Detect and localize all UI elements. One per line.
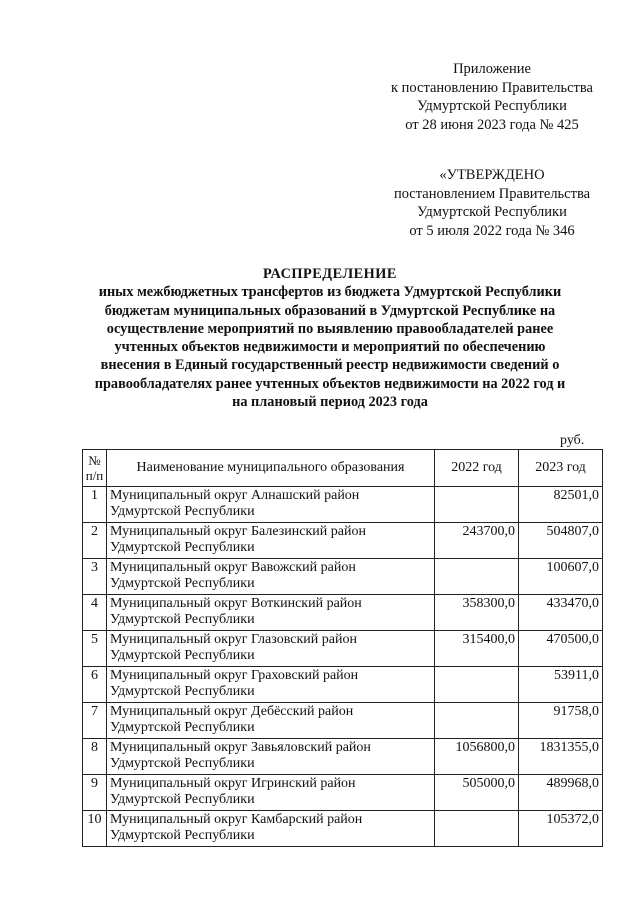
row-2023: 489968,0 <box>519 775 603 811</box>
row-name-line2: Удмуртской Республики <box>110 828 255 843</box>
header-2023: 2023 год <box>519 450 603 487</box>
row-name-line2: Удмуртской Республики <box>110 756 255 771</box>
row-2023: 100607,0 <box>519 559 603 595</box>
table-header-row <box>83 450 603 487</box>
row-name-line2: Удмуртской Республики <box>110 720 255 735</box>
row-number: 2 <box>83 523 107 559</box>
row-2022: 358300,0 <box>435 595 519 631</box>
row-name-line2: Удмуртской Республики <box>110 792 255 807</box>
row-2022 <box>435 559 519 595</box>
approved-line: постановлением Правительства <box>393 185 591 202</box>
appendix-block <box>372 60 612 134</box>
row-name-line1: Муниципальный округ Глазовский район <box>110 632 357 647</box>
row-2022: 315400,0 <box>435 631 519 667</box>
row-name-line1: Муниципальный округ Завьяловский район <box>110 740 371 755</box>
row-number: 3 <box>83 559 107 595</box>
currency-unit: руб. <box>560 433 585 448</box>
appendix-line: к постановлению Правительства <box>391 79 593 96</box>
header-number-line1: № <box>88 453 101 468</box>
row-name-line2: Удмуртской Республики <box>110 540 255 555</box>
row-name <box>107 631 435 667</box>
title-main: РАСПРЕДЕЛЕНИЕ <box>263 266 397 282</box>
row-2022 <box>435 487 519 523</box>
distribution-table <box>82 449 603 847</box>
approved-line: «УТВЕРЖДЕНО <box>439 167 545 183</box>
row-2022 <box>435 667 519 703</box>
row-name-line1: Муниципальный округ Камбарский район <box>110 812 363 827</box>
table-row <box>83 595 603 631</box>
row-name-line1: Муниципальный округ Граховский район <box>110 668 359 683</box>
approved-line: Удмуртской Республики <box>417 204 567 220</box>
row-2023: 105372,0 <box>519 811 603 847</box>
title-line: бюджетам муниципальных образований в Удмуртской Республике на <box>104 302 556 319</box>
table-row <box>83 739 603 775</box>
row-name <box>107 595 435 631</box>
row-number: 7 <box>83 703 107 739</box>
title-line: на плановый период 2023 года <box>232 394 428 411</box>
row-2023: 433470,0 <box>519 595 603 631</box>
row-name <box>107 487 435 523</box>
title-line: иных межбюджетных трансфертов из бюджета Удмуртской Республики <box>98 284 562 301</box>
row-2022: 505000,0 <box>435 775 519 811</box>
header-name: Наименование муниципального образования <box>107 450 435 487</box>
row-name <box>107 559 435 595</box>
row-number: 8 <box>83 739 107 775</box>
row-name-line2: Удмуртской Республики <box>110 504 255 519</box>
table-row <box>83 667 603 703</box>
title-line: осуществление мероприятий по выявлению правообладателей ранее <box>106 320 554 337</box>
table-row <box>83 559 603 595</box>
header-number <box>83 450 107 487</box>
row-number: 10 <box>83 811 107 847</box>
title-line: учтенных объектов недвижимости и мероприятий по обеспечению <box>114 339 546 356</box>
table-row <box>83 703 603 739</box>
row-number: 6 <box>83 667 107 703</box>
row-name-line1: Муниципальный округ Воткинский район <box>110 596 362 611</box>
row-number: 5 <box>83 631 107 667</box>
row-2023: 504807,0 <box>519 523 603 559</box>
row-name <box>107 739 435 775</box>
row-2023: 470500,0 <box>519 631 603 667</box>
row-name-line2: Удмуртской Республики <box>110 648 255 663</box>
document-title <box>60 265 600 411</box>
row-2023: 1831355,0 <box>519 739 603 775</box>
row-2023: 53911,0 <box>519 667 603 703</box>
row-name-line1: Муниципальный округ Балезинский район <box>110 524 366 539</box>
appendix-line: от 28 июня 2023 года № 425 <box>405 116 579 133</box>
row-number: 9 <box>83 775 107 811</box>
row-number: 4 <box>83 595 107 631</box>
title-line: внесения в Единый государственный реестр недвижимости сведений о <box>100 357 560 374</box>
row-name <box>107 775 435 811</box>
row-2022 <box>435 703 519 739</box>
title-line: правообладателях ранее учтенных объектов недвижимости на 2022 год и <box>94 375 566 392</box>
row-name <box>107 811 435 847</box>
approved-line: от 5 июля 2022 года № 346 <box>409 222 575 239</box>
header-number-line2: п/п <box>85 468 104 483</box>
row-name-line1: Муниципальный округ Вавожский район <box>110 560 356 575</box>
row-name-line1: Муниципальный округ Алнашский район <box>110 488 360 503</box>
row-2023: 91758,0 <box>519 703 603 739</box>
appendix-line: Удмуртской Республики <box>417 98 567 114</box>
row-name-line2: Удмуртской Республики <box>110 612 255 627</box>
row-2022: 243700,0 <box>435 523 519 559</box>
row-name-line1: Муниципальный округ Игринский район <box>110 776 356 791</box>
row-2022 <box>435 811 519 847</box>
table-row <box>83 523 603 559</box>
row-number: 1 <box>83 487 107 523</box>
approved-block <box>372 166 612 240</box>
row-name-line2: Удмуртской Республики <box>110 684 255 699</box>
row-name-line1: Муниципальный округ Дебёсский район <box>110 704 354 719</box>
row-2023: 82501,0 <box>519 487 603 523</box>
row-name <box>107 523 435 559</box>
row-name <box>107 667 435 703</box>
table-row <box>83 775 603 811</box>
row-2022: 1056800,0 <box>435 739 519 775</box>
header-2022: 2022 год <box>435 450 519 487</box>
table-row <box>83 811 603 847</box>
row-name-line2: Удмуртской Республики <box>110 576 255 591</box>
table-row <box>83 631 603 667</box>
table-row <box>83 487 603 523</box>
appendix-line: Приложение <box>453 61 531 77</box>
row-name <box>107 703 435 739</box>
